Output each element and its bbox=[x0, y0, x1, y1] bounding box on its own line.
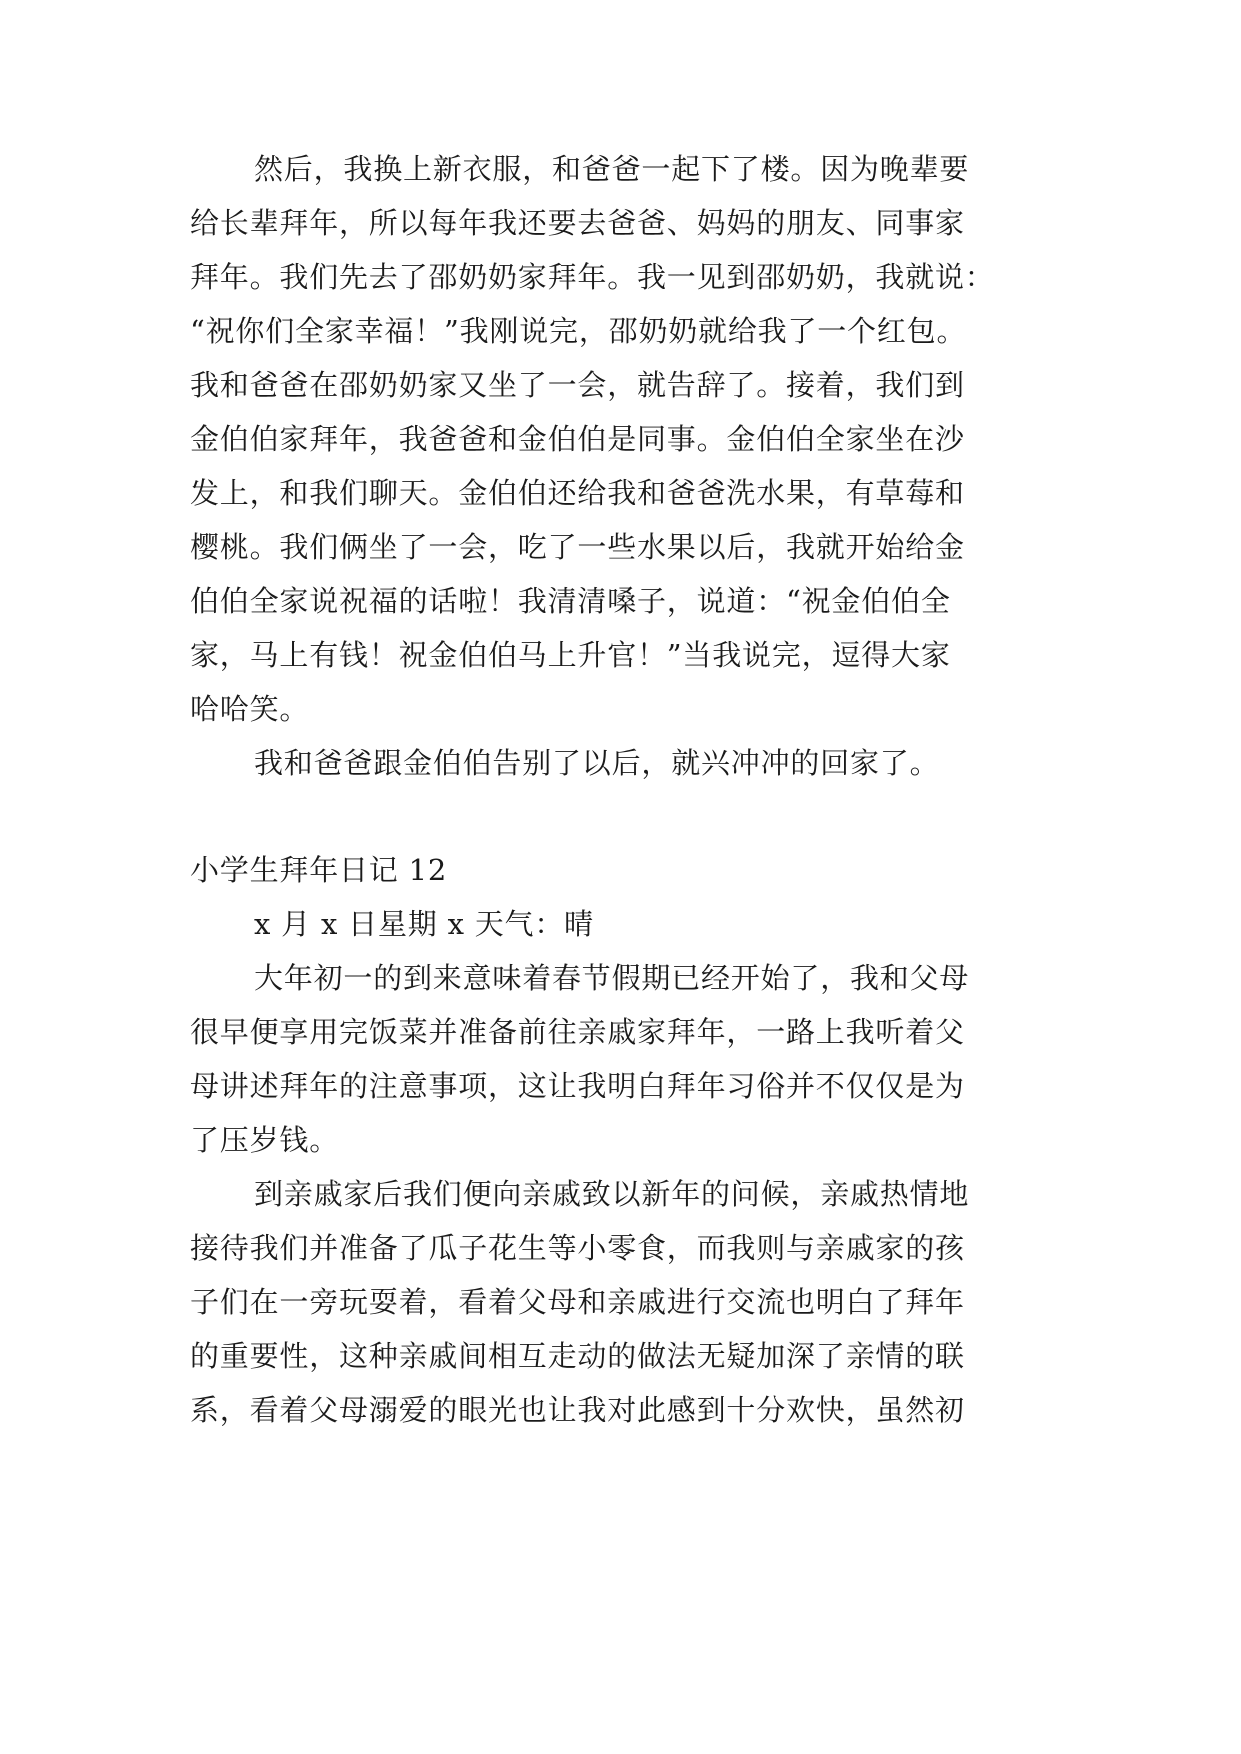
paragraph-line: 樱桃。我们俩坐了一会，吃了一些水果以后，我就开始给金 bbox=[190, 530, 965, 564]
paragraph-line: 然后，我换上新衣服，和爸爸一起下了楼。因为晚辈要 bbox=[254, 152, 970, 186]
date-weather-line: x 月 x 日星期 x 天气：晴 bbox=[254, 907, 594, 941]
paragraph-line: 大年初一的到来意味着春节假期已经开始了，我和父母 bbox=[254, 961, 970, 995]
paragraph-line: 我和爸爸在邵奶奶家又坐了一会，就告辞了。接着，我们到 bbox=[190, 368, 965, 402]
paragraph-line: 了压岁钱。 bbox=[190, 1123, 340, 1157]
paragraph-line: 我和爸爸跟金伯伯告别了以后，就兴冲冲的回家了。 bbox=[254, 746, 940, 780]
paragraph-line: 家，马上有钱！祝金伯伯马上升官！”当我说完，逗得大家 bbox=[190, 638, 951, 672]
paragraph-line: 伯伯全家说祝福的话啦！我清清嗓子，说道：“祝金伯伯全 bbox=[190, 584, 951, 618]
paragraph-line: 的重要性，这种亲戚间相互走动的做法无疑加深了亲情的联 bbox=[190, 1339, 965, 1373]
paragraph-line: 给长辈拜年，所以每年我还要去爸爸、妈妈的朋友、同事家 bbox=[190, 206, 965, 240]
section-heading: 小学生拜年日记 12 bbox=[190, 853, 448, 887]
paragraph-line: 发上，和我们聊天。金伯伯还给我和爸爸洗水果，有草莓和 bbox=[190, 476, 965, 510]
paragraph-line: 接待我们并准备了瓜子花生等小零食，而我则与亲戚家的孩 bbox=[190, 1231, 965, 1265]
paragraph-line: 系，看着父母溺爱的眼光也让我对此感到十分欢快，虽然初 bbox=[190, 1393, 965, 1427]
paragraph-line: 拜年。我们先去了邵奶奶家拜年。我一见到邵奶奶，我就说： bbox=[190, 260, 995, 294]
paragraph-line: 到亲戚家后我们便向亲戚致以新年的问候，亲戚热情地 bbox=[254, 1177, 970, 1211]
paragraph-line: 很早便享用完饭菜并准备前往亲戚家拜年，一路上我听着父 bbox=[190, 1015, 965, 1049]
paragraph-line: 母讲述拜年的注意事项，这让我明白拜年习俗并不仅仅是为 bbox=[190, 1069, 965, 1103]
paragraph-line: 哈哈笑。 bbox=[190, 692, 310, 726]
paragraph-line: 金伯伯家拜年，我爸爸和金伯伯是同事。金伯伯全家坐在沙 bbox=[190, 422, 965, 456]
paragraph-line: “祝你们全家幸福！”我刚说完，邵奶奶就给我了一个红包。 bbox=[190, 314, 967, 348]
paragraph-line: 子们在一旁玩耍着，看着父母和亲戚进行交流也明白了拜年 bbox=[190, 1285, 965, 1319]
